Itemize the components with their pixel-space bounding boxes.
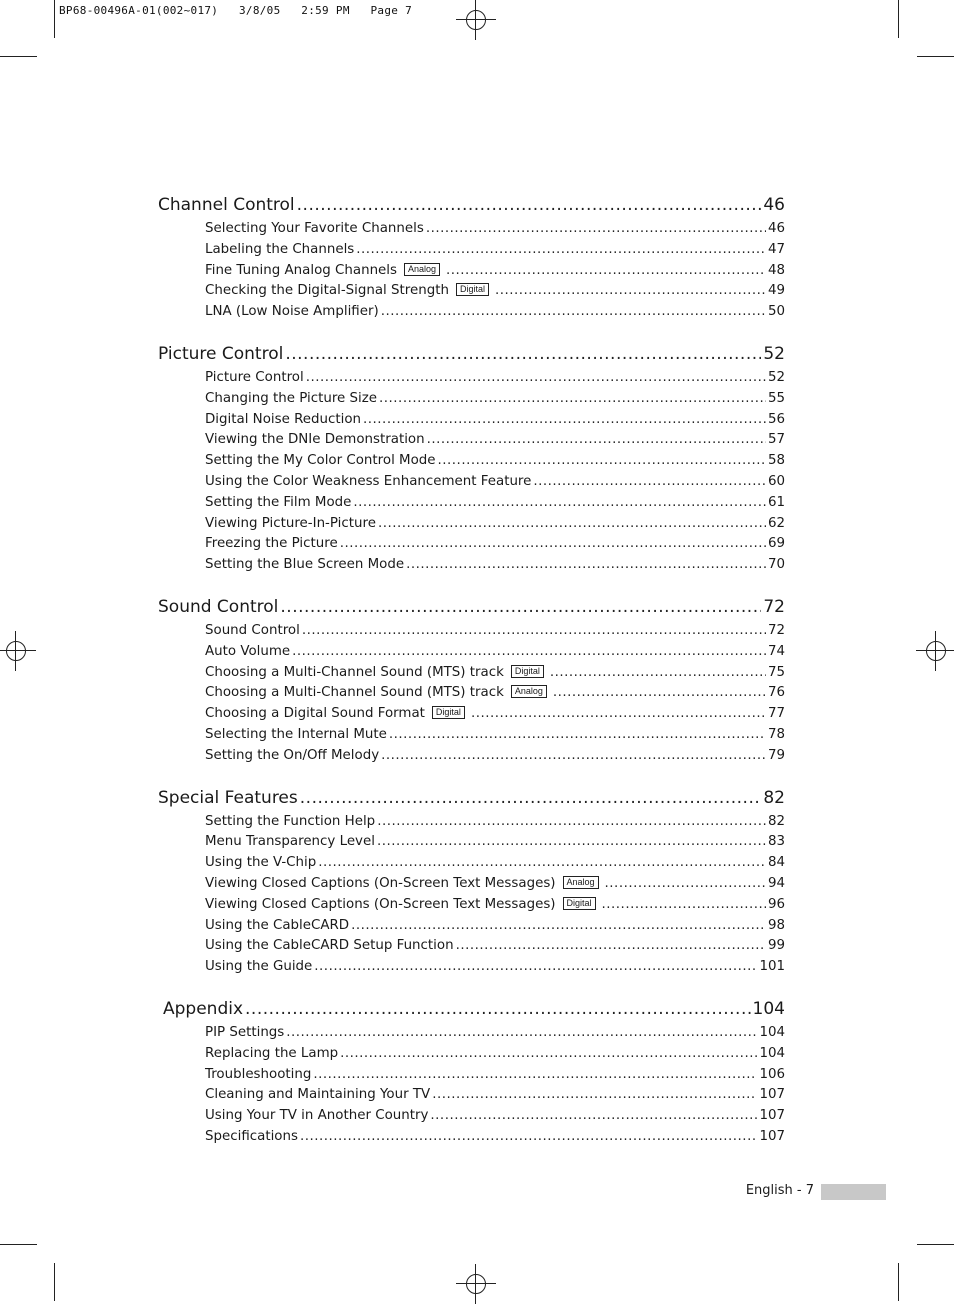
toc-entry[interactable] [158,302,785,323]
toc-entry[interactable] [158,219,785,240]
crop-mark [0,56,37,57]
entry-title: Selecting Your Favorite Channels [205,221,424,236]
entry-title: Digital Noise Reduction [205,411,362,427]
registration-mark [916,631,954,671]
entry-page-number: 56 [767,411,785,427]
toc-entry[interactable] [158,368,785,389]
entry-title: Using the V-Chip [205,855,317,871]
dot-leader [605,874,766,895]
entry-page-number: 107 [759,1087,785,1103]
entry-title: Selecting the Internal Mute [205,726,387,742]
dot-leader [533,472,766,493]
toc-section [158,192,785,323]
digital-badge: Digital [456,283,489,296]
toc-entry[interactable] [158,1044,785,1065]
entry-title: Viewing Closed Captions (On-Screen Text Messages) [205,875,556,891]
entry-title: Menu Transparency Level [205,834,375,850]
entry-page-number: 49 [767,283,785,299]
dot-leader [340,1044,757,1065]
entry-page-number: 96 [767,896,785,912]
dot-leader [340,534,766,555]
section-title: Channel Control [158,195,295,215]
entry-title: Using the CableCARD [205,917,350,933]
print-slug: BP68-00496A-01(002~017) 3/8/05 2:59 PM Page 7 [59,4,413,17]
toc-section [158,785,785,978]
section-page-number: 104 [752,998,785,1019]
toc-entry[interactable] [158,957,785,978]
registration-mark [0,631,36,671]
toc-entry[interactable] [158,451,785,472]
toc-entry[interactable] [158,555,785,576]
entry-page-number: 79 [767,747,785,763]
toc-entry[interactable] [158,410,785,431]
entry-title: Setting the Function Help [205,813,376,829]
toc-entry[interactable] [158,240,785,261]
entry-title: Fine Tuning Analog Channels [205,262,397,278]
dot-leader [432,1085,757,1106]
entry-title: Using the Guide [205,959,313,975]
entry-title: Choosing a Multi-Channel Sound (MTS) track [205,664,504,680]
entry-title: LNA (Low Noise Amplifier) [205,304,379,320]
dot-leader [471,704,766,725]
toc-entry[interactable] [158,430,785,451]
entry-page-number: 106 [759,1066,785,1082]
entry-title: Using the CableCARD Setup Function [205,938,454,954]
dot-leader [446,261,766,282]
toc-entry[interactable] [158,642,785,663]
entry-page-number: 61 [767,494,785,510]
dot-leader [495,281,766,302]
entry-page-number: 58 [767,453,785,469]
entry-title: Setting the My Color Control Mode [205,453,436,469]
toc-entry[interactable] [158,1085,785,1106]
entry-page-number: 69 [767,536,785,552]
entry-page-number: 75 [767,664,785,680]
toc-entry[interactable] [158,812,785,833]
section-title: Sound Control [158,596,279,617]
entry-title: Viewing the DNIe Demonstration [205,432,425,448]
entry-page-number: 101 [759,959,785,975]
section-heading[interactable] [158,192,785,219]
toc-entry[interactable] [158,746,785,767]
dot-leader [377,832,766,853]
section-heading[interactable] [158,785,785,812]
entry-page-number: 104 [759,1045,785,1061]
crop-mark [917,56,954,57]
toc-entry[interactable] [158,1106,785,1127]
entry-title: Setting the On/Off Melody [205,747,380,763]
entry-page-number: 70 [767,557,785,573]
registration-mark [456,0,496,40]
dot-leader [381,746,766,767]
dot-leader [377,812,766,833]
dot-leader [280,594,761,621]
entry-title: Specifications [205,1128,298,1144]
entry-title: Checking the Digital-Signal Strength [205,283,449,299]
dot-leader [353,493,766,514]
toc-entry[interactable] [158,534,785,555]
toc-entry[interactable] [158,621,785,642]
analog-badge: Analog [404,263,440,276]
entry-title: Viewing Closed Captions (On-Screen Text Messages) [205,896,556,912]
page-footer: English - 7 [745,1183,814,1198]
entry-page-number: 55 [767,390,785,406]
entry-page-number: 52 [767,369,785,385]
section-page-number: 46 [763,195,785,215]
toc-entry[interactable] [158,895,785,916]
crop-mark [0,1244,37,1245]
entry-title: Auto Volume [205,643,291,659]
entry-title: Setting the Film Mode [205,494,352,510]
entry-page-number: 57 [767,432,785,448]
dot-leader [286,1023,757,1044]
toc-section [158,996,785,1148]
entry-page-number: 78 [767,726,785,742]
dot-leader [389,725,766,746]
entry-title: Using the Color Weakness Enhancement Feature [205,473,532,489]
section-title: Appendix [163,998,244,1019]
dot-leader [318,853,766,874]
crop-mark [54,1263,55,1301]
toc-entry[interactable] [158,683,785,704]
entry-title: Replacing the Lamp [205,1045,339,1061]
entry-page-number: 76 [767,685,785,701]
entry-title: Picture Control [205,369,304,385]
section-heading[interactable] [158,594,785,621]
dot-leader [245,996,751,1023]
toc-entry[interactable] [158,1065,785,1086]
dot-leader [379,389,766,410]
toc-entry[interactable] [158,389,785,410]
dot-leader [306,368,766,389]
toc-entry[interactable] [158,874,785,895]
entry-title: Choosing a Multi-Channel Sound (MTS) track [205,685,504,701]
dot-leader [550,663,766,684]
toc-entry[interactable] [158,832,785,853]
section-heading[interactable] [158,996,785,1023]
dot-leader [427,430,766,451]
footer-bar [821,1184,886,1200]
entry-page-number: 107 [759,1108,785,1124]
toc-section [158,594,785,767]
toc-entry[interactable] [158,261,785,282]
entry-title: Changing the Picture Size [205,390,378,406]
dot-leader [292,642,766,663]
entry-title: Choosing a Digital Sound Format [205,706,425,722]
entry-title: Freezing the Picture [205,536,338,552]
toc-entry[interactable] [158,853,785,874]
entry-page-number: 47 [767,241,785,257]
digital-badge: Digital [563,897,596,910]
toc-entry[interactable] [158,472,785,493]
analog-badge: Analog [511,685,547,698]
toc-entry[interactable] [158,1127,785,1148]
crop-mark [898,1263,899,1301]
dot-leader [351,916,766,937]
entry-title: Cleaning and Maintaining Your TV [205,1087,431,1103]
entry-title: Sound Control [205,622,300,638]
dot-leader [313,1065,757,1086]
entry-page-number: 74 [767,643,785,659]
dot-leader [297,192,762,219]
section-heading[interactable] [158,341,785,368]
entry-page-number: 104 [759,1024,785,1040]
digital-badge: Digital [511,665,544,678]
entry-page-number: 46 [767,221,785,236]
dot-leader [300,1127,757,1148]
toc-entry[interactable] [158,916,785,937]
entry-title: Labeling the Channels [205,241,355,257]
entry-page-number: 107 [759,1128,785,1144]
section-page-number: 72 [763,596,785,617]
dot-leader [356,240,766,261]
dot-leader [406,555,766,576]
dot-leader [302,621,766,642]
registration-mark [456,1264,496,1304]
toc-entry[interactable] [158,1023,785,1044]
dot-leader [300,785,762,812]
entry-page-number: 83 [767,834,785,850]
table-of-contents [158,192,785,1166]
dot-leader [438,451,766,472]
crop-mark [898,0,899,38]
entry-page-number: 48 [767,262,785,278]
dot-leader [426,219,766,240]
analog-badge: Analog [563,876,599,889]
dot-leader [378,514,766,535]
toc-entry[interactable] [158,936,785,957]
section-page-number: 52 [763,343,785,364]
entry-page-number: 99 [767,938,785,954]
dot-leader [553,683,766,704]
entry-page-number: 94 [767,875,785,891]
entry-page-number: 98 [767,917,785,933]
entry-title: Viewing Picture-In-Picture [205,515,376,531]
dot-leader [430,1106,757,1127]
toc-entry[interactable] [158,725,785,746]
toc-entry[interactable] [158,704,785,725]
dot-leader [314,957,757,978]
dot-leader [363,410,766,431]
entry-title: Setting the Blue Screen Mode [205,557,405,573]
section-title: Picture Control [158,343,284,364]
toc-entry[interactable] [158,493,785,514]
entry-page-number: 62 [767,515,785,531]
dot-leader [285,341,761,368]
entry-page-number: 72 [767,622,785,638]
entry-page-number: 82 [767,813,785,829]
toc-section [158,341,785,576]
crop-mark [54,0,55,38]
entry-page-number: 84 [767,855,785,871]
entry-title: Troubleshooting [205,1066,312,1082]
toc-entry[interactable] [158,281,785,302]
entry-title: Using Your TV in Another Country [205,1108,429,1124]
toc-entry[interactable] [158,663,785,684]
dot-leader [456,936,766,957]
entry-page-number: 60 [767,473,785,489]
entry-page-number: 77 [767,706,785,722]
toc-entry[interactable] [158,514,785,535]
section-page-number: 82 [763,787,785,808]
digital-badge: Digital [432,706,465,719]
dot-leader [381,302,766,323]
entry-title: PIP Settings [205,1024,285,1040]
dot-leader [602,895,766,916]
entry-page-number: 50 [767,304,785,320]
crop-mark [917,1244,954,1245]
section-title: Special Features [158,787,298,808]
